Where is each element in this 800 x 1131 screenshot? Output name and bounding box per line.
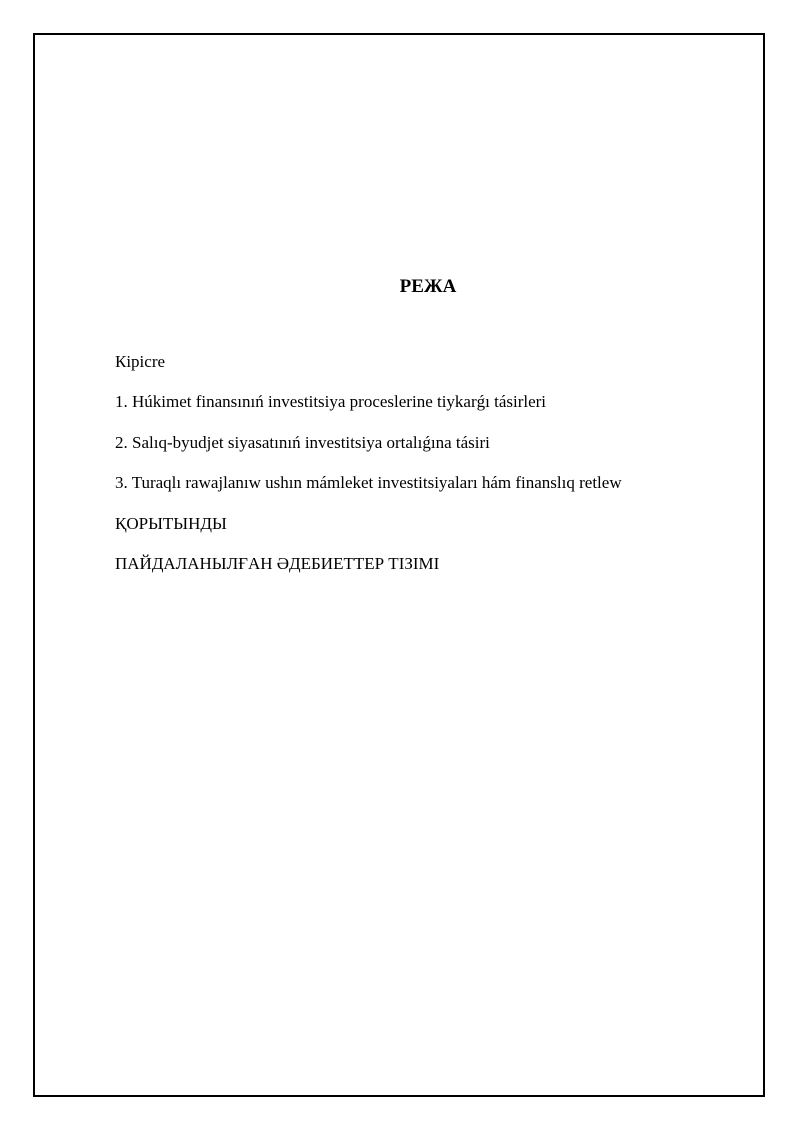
toc-item-chapter-3: 3. Turaqlı rawajlanıw ushın mámleket investitsiyaları hám finanslıq retlew bbox=[115, 473, 622, 493]
toc-item-introduction: Кірісrе bbox=[115, 352, 166, 371]
toc-item-chapter-1: 1. Húkimet finansınıń investitsiya proceslerine tiykarǵı tásirleri bbox=[115, 392, 547, 412]
toc-item-chapter-2: 2. Salıq-byudjet siyasatınıń investitsiya ortalıǵına tásiri bbox=[115, 432, 490, 452]
toc-item-references: ПАЙДАЛАНЫЛҒАН ӘДЕБИЕТТЕР ТІЗІМІ bbox=[115, 553, 440, 573]
table-of-contents bbox=[115, 347, 622, 589]
toc-item-conclusion: ҚОРЫТЫНДЫ bbox=[115, 513, 227, 533]
page-title: РЕЖА bbox=[399, 276, 457, 297]
